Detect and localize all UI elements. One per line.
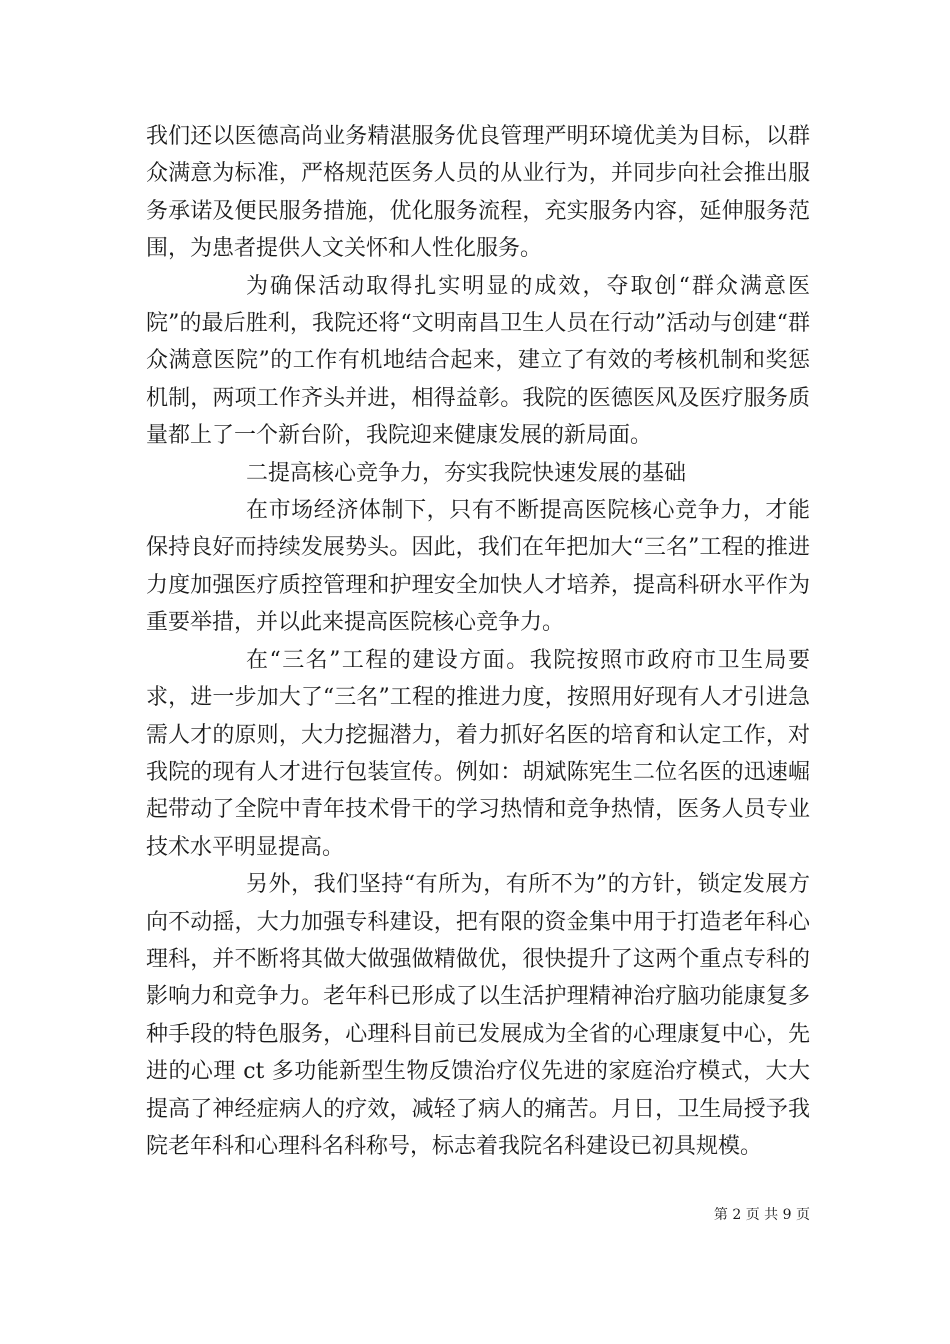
paragraph-4: 在“三名”工程的建设方面。我院按照市政府市卫生局要求，进一步加大了“三名”工程的推进力度，按照用好现有人才引进急需人才的原则，大力挖掘潜力，着力抓好名医的培育和认定工作，对我院的现有人才进行包装宣传。例如：胡斌陈宪生二位名医的迅速崛起带动了全院中青年技术骨干的学习热情和竞争热情，医务人员专业技术水平明显提高。 [146,647,810,860]
page-number-footer: 第 2 页 共 9 页 [713,1207,810,1223]
paragraph-3: 在市场经济体制下，只有不断提高医院核心竞争力，才能保持良好而持续发展势头。因此，我们在年把加大“三名”工程的推进力度加强医疗质控管理和护理安全加快人才培养，提高科研水平作为重要举措，并以此来提高医院核心竞争力。 [146,498,810,636]
body-text [146,118,810,1165]
paragraph-2: 为确保活动取得扎实明显的成效，夺取创“群众满意医院”的最后胜利，我院还将“文明南昌卫生人员在行动”活动与创建“群众满意医院”的工作有机地结合起来，建立了有效的考核机制和奖惩机制，两项工作齐头并进，相得益彰。我院的医德医风及医疗服务质量都上了一个新台阶，我院迎来健康发展的新局面。 [146,273,810,449]
paragraph-5: 另外，我们坚持“有所为，有所不为”的方针，锁定发展方向不动摇，大力加强专科建设，把有限的资金集中用于打造老年科心理科，并不断将其做大做强做精做优，很快提升了这两个重点专科的影响力和竞争力。老年科已形成了以生活护理精神治疗脑功能康复多种手段的特色服务，心理科目前已发展成为全省的心理康复中心，先进的心理 ct 多功能新型生物反馈治疗仪先进的家庭治疗模式，大大提高了神经症病人的疗效，减轻了病人的痛苦。月日，卫生局授予我院老年科和心理科名科称号，标志着我院名科建设已初具规模。 [146,872,810,1159]
section-heading: 二提高核心竞争力，夯实我院快速发展的基础 [246,460,687,486]
paragraph-1: 我们还以医德高尚业务精湛服务优良管理严明环境优美为目标，以群众满意为标准，严格规范医务人员的从业行为，并同步向社会推出服务承诺及便民服务措施，优化服务流程，充实服务内容，延伸服务范围，为患者提供人文关怀和人性化服务。 [146,124,810,262]
